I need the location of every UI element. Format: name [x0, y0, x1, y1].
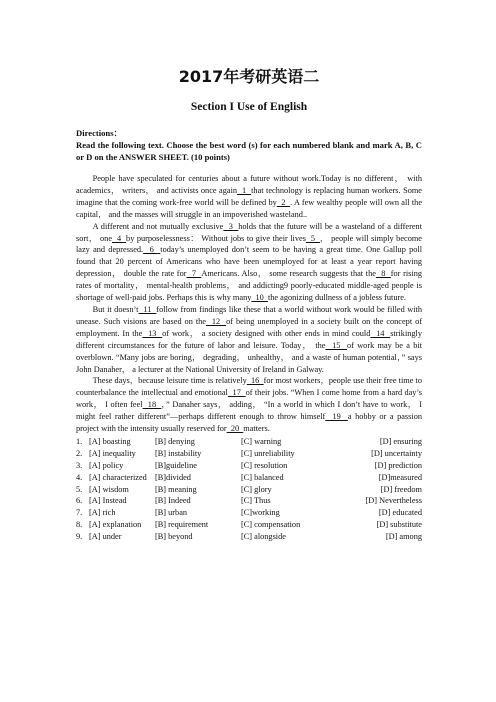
option-d: [D] among [385, 532, 422, 542]
option-row [76, 472, 422, 484]
blank-6: 6 [143, 245, 161, 255]
option-d: [D] ensuring [379, 436, 422, 446]
blank-3: 3 [223, 221, 239, 231]
passage-text: Americans. Also， some research suggests that the [201, 269, 376, 279]
doc-title: 2017年考研英语二 [178, 67, 320, 86]
option-b: [B] urban [155, 508, 188, 518]
directions-instructions: Read the following text. Choose the best word (s) for each numbered blank and mark A, B, C or D on the ANSWER SHEET. (10 points) [76, 140, 422, 162]
option-a: [A] characterized [89, 472, 147, 482]
option-d: [D]measured [378, 472, 422, 482]
blank-18: 18 [142, 400, 162, 410]
option-row [76, 448, 422, 460]
blank-15: 15 [325, 340, 347, 350]
passage-paragraph [76, 375, 422, 435]
passage-text: strikingly different circumstances for the future of labor and leisure. Today， the [76, 328, 422, 350]
passage-paragraph [76, 173, 422, 221]
blank-4: 4 [112, 233, 127, 243]
option-row [76, 531, 422, 543]
question-number: 8. [76, 520, 83, 530]
question-number: 3. [76, 460, 83, 470]
passage-text: holds that the future will be a wasteland of a different sort， one [76, 221, 422, 243]
option-b: [B]divided [155, 472, 191, 482]
passage-text: These days，because leisure time is relatively [92, 376, 247, 386]
blank-17: 17 [227, 388, 246, 398]
question-number: 2. [76, 448, 83, 458]
blank-16: 16 [246, 376, 264, 386]
passage-text: of being unemployed in a society built on the concept of employment. In the [76, 316, 422, 338]
option-b: [B] beyond [155, 532, 193, 542]
option-c: [C]working [241, 508, 280, 518]
blank-19: 19 [325, 412, 348, 422]
option-c: [C] glory [241, 484, 272, 494]
passage-text: today’s unemployed don’t seem to be having a great time. One Gallup poll found that 20 percent of Americans who have been unemployed for at least a year report having depression， double the rate for [76, 245, 423, 279]
passage-text: ， people will simply become lazy and depressed. [76, 233, 422, 255]
passage-text: by purposelessness： Without jobs to give their lives [126, 233, 306, 243]
passage-text: a hobby or a passion project with the intensity usually reserved for [76, 412, 422, 434]
blank-8: 8 [375, 269, 391, 279]
blank-20: 20 [226, 424, 244, 434]
question-number: 4. [76, 472, 83, 482]
passage-text: for most workers，people use their free time to counterbalance the intellectual and emotional [76, 376, 423, 398]
option-c: [C] alongside [241, 532, 286, 542]
question-number: 6. [76, 496, 83, 506]
option-d: [D] uncertainty [371, 448, 422, 458]
passage-text: matters. [243, 424, 270, 434]
option-b: [B] Indeed [155, 496, 191, 506]
option-b: [B]guideline [155, 460, 197, 470]
option-c: [C] warning [241, 436, 282, 446]
blank-2: 2 [276, 197, 291, 207]
passage-text: ，” Danaher says， adding， “In a world in which I don’t have to work， I might feel rather different”—perhaps different enough to throw himself [76, 400, 423, 422]
option-row [76, 507, 422, 519]
blank-7: 7 [186, 269, 202, 279]
passage-text: of work may be a bit overblown. “Many jobs are boring， degrading， unhealthy， and a waste of human potential，” says John Danaher， a lecturer at the National University of Ireland in Galway. [76, 340, 422, 374]
blank-5: 5 [305, 233, 320, 243]
option-a: [A] under [89, 532, 122, 542]
passage-text: . A few wealthy people will own all the capital， and the masses will struggle in an impoverished wasteland.. [76, 197, 422, 219]
blank-13: 13 [142, 328, 163, 338]
passage-paragraph [76, 221, 422, 304]
option-row [76, 495, 422, 507]
blank-12: 12 [205, 316, 227, 326]
option-c: [C] Thus [241, 496, 271, 506]
question-number: 1. [76, 436, 83, 446]
blank-14: 14 [370, 328, 391, 338]
blank-11: 11 [138, 304, 157, 314]
option-d: [D] substitute [376, 520, 422, 530]
directions-label: Directions： [76, 128, 123, 138]
document-page [76, 64, 422, 543]
option-a: [A] Instead [89, 496, 127, 506]
option-c: [C] compensation [241, 520, 301, 530]
option-b: [B] requirement [155, 520, 209, 530]
option-d: [D] freedom [380, 484, 422, 494]
option-b: [B] meaning [155, 484, 197, 494]
passage-text: of their jobs. “When I come home from a hard day’s work， I often feel [76, 388, 422, 410]
option-d: [D] Nevertheless [365, 496, 422, 506]
passage-text: People have speculated for centuries about a future without work.Today is no different， with academics， writers， and activists once again [76, 174, 422, 195]
option-c: [C] resolution [241, 460, 288, 470]
passage-paragraph [76, 304, 422, 375]
passage-text: the agonizing dullness of a jobless future. [267, 293, 406, 303]
section-heading: Section I Use of English [190, 101, 308, 113]
answer-options [76, 436, 422, 543]
blank-10: 10 [251, 293, 268, 303]
option-b: [B] denying [155, 436, 195, 446]
option-d: [D] educated [378, 508, 422, 518]
question-number: 9. [76, 532, 83, 542]
option-row [76, 484, 422, 496]
option-a: [A] boasting [89, 436, 131, 446]
passage-text: that technology is replacing human workers. Some imagine that the coming work-free world will be defined by [76, 185, 422, 207]
question-number: 7. [76, 508, 83, 518]
option-row [76, 519, 422, 531]
option-a: [A] policy [89, 460, 124, 470]
option-a: [A] rich [89, 508, 116, 518]
option-d: [D] prediction [374, 460, 422, 470]
option-b: [B] instability [155, 448, 202, 458]
passage-text: But it doesn’t [92, 304, 139, 314]
option-row [76, 460, 422, 472]
option-a: [A] inequality [89, 448, 136, 458]
option-a: [A] explanation [89, 520, 142, 530]
passage-text: of work， a society designed with other ends in mind could [162, 328, 371, 338]
question-number: 5. [76, 484, 83, 494]
option-c: [C] unreliability [241, 448, 295, 458]
option-c: [C] balanced [241, 472, 284, 482]
option-row [76, 436, 422, 448]
option-a: [A] wisdom [89, 484, 129, 494]
passage-text: A different and not mutually exclusive [92, 221, 224, 231]
blank-1: 1 [237, 185, 252, 195]
passage-text: follow from findings like these that a world without work would be filled with unease. Such visions are based on the [76, 304, 422, 326]
cloze-passage [76, 173, 422, 435]
passage-text: for rising rates of mortality， mental-health problems， and addicting9 poorly-educated middle-aged people is shortage of well-paid jobs. Perhaps this is why many [76, 269, 423, 303]
